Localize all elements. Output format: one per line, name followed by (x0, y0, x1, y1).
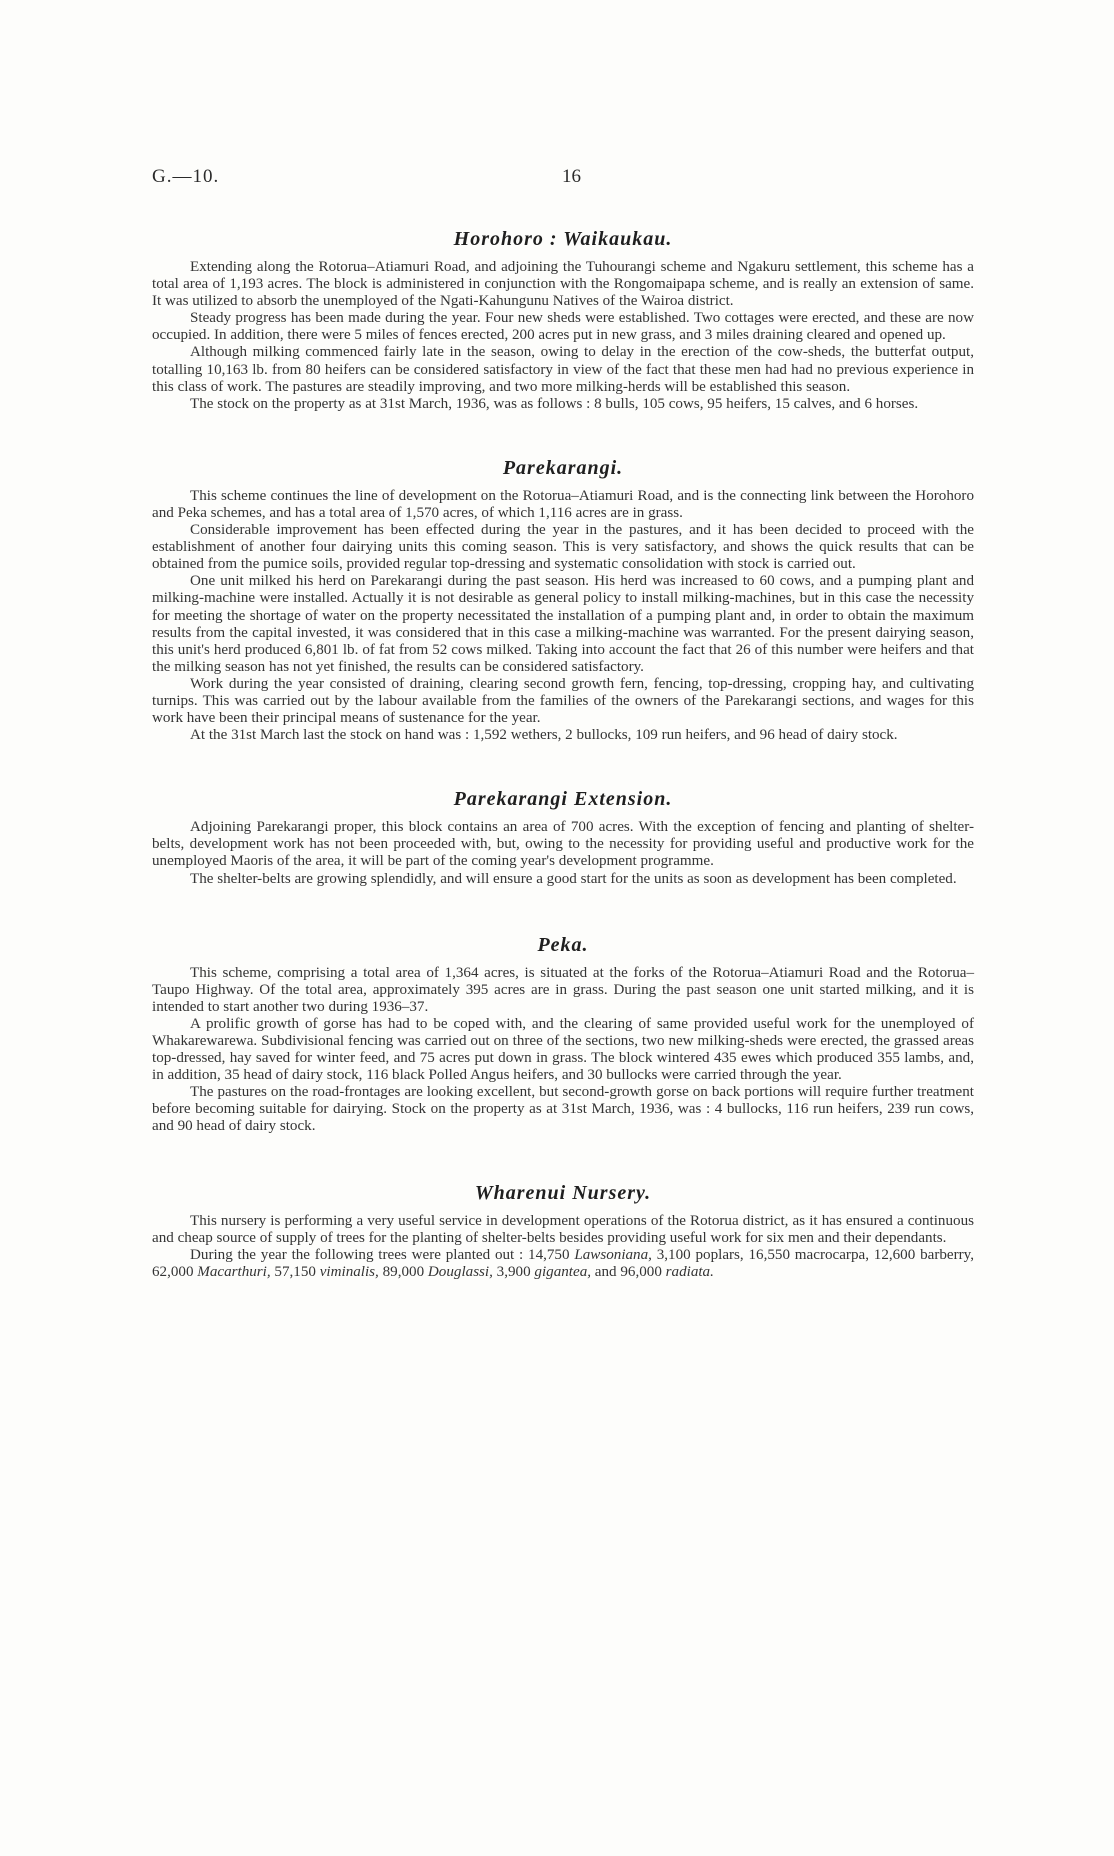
section-parekarangi (152, 457, 974, 744)
paragraph: One unit milked his herd on Parekarangi during the past season. His herd was increased to 60 cows, and a pumping plant and milking-machine were installed. Actually it is not desirable as general policy to install milking-machines, but in this case the necessity for meeting the shortage of water on the property necessitated the installation of a pumping plant and, in order to obtain the maximum results from the capital invested, it was considered that in this case a milking-machine was warranted. For the present dairying season, this unit's herd produced 6,801 lb. of fat from 52 cows milked. Taking into account the fact that 26 of this number were heifers and that the milking season has not yet finished, the results can be considered satisfactory. (152, 573, 974, 675)
text-run: 89,000 (378, 1263, 428, 1280)
paragraph: The shelter-belts are growing splendidly, and will ensure a good start for the units as soon as development has been completed. (190, 870, 957, 887)
section-peka (152, 934, 974, 1136)
paragraph: Adjoining Parekarangi proper, this block contains an area of 700 acres. With the exception of fencing and planting of shelter-belts, development work has not been proceeded with, but, owing to the necessity for providing useful and productive work for the unemployed Maoris of the area, it will be part of the coming year's development programme. (152, 819, 974, 870)
document-reference: G.—10. (152, 166, 220, 187)
paragraph: Although milking commenced fairly late in the season, owing to delay in the erection of the cow-sheds, the butterfat output, totalling 10,163 lb. from 80 heifers can be considered satisfactory in view of the fact that these men had had no previous experience in this class of work. The pastures are steadily improving, and two more milking-herds will be established this season. (152, 344, 974, 395)
paragraph: The pastures on the road-frontages are looking excellent, but second-growth gorse on back portions will require further treatment before becoming suitable for dairying. Stock on the property as at 31st March, 1936, was : 4 bullocks, 116 run heifers, 239 run cows, and 90 head of dairy stock. (152, 1084, 974, 1135)
paragraph: This scheme continues the line of development on the Rotorua–Atiamuri Road, and is the connecting link between the Horohoro and Peka schemes, and has a total area of 1,570 acres, of which 1,116 acres are in grass. (152, 487, 974, 521)
page-body (152, 228, 974, 1281)
paragraph: This nursery is performing a very useful service in development operations of the Rotorua district, as it has ensured a continuous and cheap source of supply of trees for the planting of shelter-belts besides providing useful work for six men and their dependants. (152, 1212, 974, 1246)
species-name: gigantea, (534, 1263, 592, 1280)
paragraph: At the 31st March last the stock on hand was : 1,592 wethers, 2 bullocks, 109 run heifers, and 96 head of dairy stock. (190, 727, 898, 744)
section-horohoro (152, 228, 974, 413)
paragraph: A prolific growth of gorse has had to be coped with, and the clearing of same provided useful work for the unemployed of Whakarewarewa. Subdivisional fencing was carried out on three of the sections, two new milking-sheds were erected, the grassed areas top-dressed, hay saved for winter feed, and 75 acres put down in grass. The block wintered 435 ewes which produced 355 lambs, and, in addition, 35 head of dairy stock, 116 black Polled Angus heifers, and 30 bullocks were carried through the year. (152, 1015, 974, 1084)
paragraph: Extending along the Rotorua–Atiamuri Road, and adjoining the Tuhourangi scheme and Ngakuru settlement, this scheme has a total area of 1,193 acres. The block is administered in conjunction with the Rongomaipapa scheme, and is really an extension of same. It was utilized to absorb the unemployed of the Ngati-Kahungunu Natives of the Wairoa district. (152, 259, 974, 310)
text-run: and 96,000 (591, 1263, 666, 1280)
section-parekarangi-extension (152, 788, 974, 887)
trees-paragraph (152, 1247, 974, 1281)
section-wharenui-nursery (152, 1182, 974, 1281)
page-number: 16 (562, 166, 581, 187)
section-title: Parekarangi. (502, 456, 624, 479)
paragraph: Work during the year consisted of draining, clearing second growth fern, fencing, top-dressing, cropping hay, and cultivating turnips. This was carried out by the labour available from the families of the owners of the Parekarangi sections, and wages for this work have been their principal means of sustenance for the year. (152, 675, 974, 727)
text-run: 3,900 (492, 1263, 535, 1280)
species-name: Lawsoniana, (574, 1246, 652, 1263)
species-name: radiata. (665, 1263, 714, 1280)
paragraph: Steady progress has been made during the year. Four new sheds were established. Two cottages were erected, and these are now occupied. In addition, there were 5 miles of fences erected, 200 acres put in new grass, and 3 miles draining cleared and opened up. (152, 310, 974, 344)
section-title: Parekarangi Extension. (453, 788, 673, 811)
species-name: Macarthuri, (197, 1263, 271, 1280)
text-run: 3,100 poplars, 16,550 macrocarpa, 12,600 barberry, 62,000 (152, 1246, 974, 1280)
section-title: Horohoro : Waikaukau. (453, 228, 673, 250)
paragraph: This scheme, comprising a total area of 1,364 acres, is situated at the forks of the Rotorua–Atiamuri Road and the Rotorua–Taupo Highway. Of the total area, approximately 395 acres are in grass. During the past season one unit started milking, and it is intended to start another two during 1936–37. (152, 964, 974, 1015)
species-name: viminalis, (319, 1263, 379, 1280)
paragraph: The stock on the property as at 31st March, 1936, was as follows : 8 bulls, 105 cows, 95 heifers, 15 calves, and 6 horses. (190, 395, 919, 412)
text-run: 57,150 (270, 1263, 320, 1280)
paragraph: Considerable improvement has been effected during the year in the pastures, and it has been decided to proceed with the establishment of another four dairying units this coming season. This is very satisfactory, and shows the quick results that can be obtained from the pumice soils, provided regular top-dressing and systematic consolidation with stock is carried out. (152, 522, 974, 573)
section-title: Peka. (537, 933, 589, 956)
text-run: During the year the following trees were planted out : 14,750 (190, 1246, 575, 1263)
species-name: Douglassi, (427, 1263, 493, 1280)
section-title: Wharenui Nursery. (474, 1181, 652, 1204)
